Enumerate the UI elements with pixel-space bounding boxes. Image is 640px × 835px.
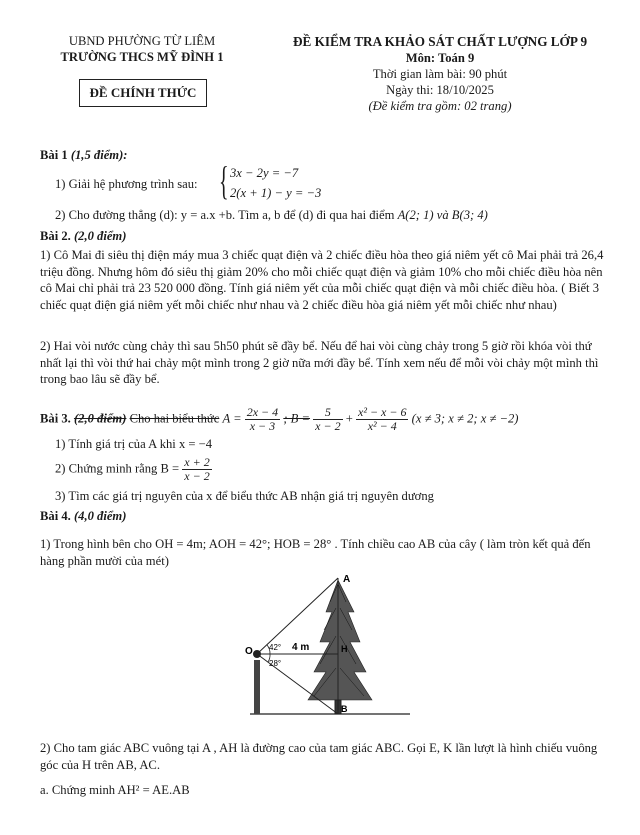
pages-note: (Đề kiểm tra gồm: 02 trang) [368, 99, 512, 113]
bai1-q2-text: 2) Cho đường thẳng (d): y = a.x +b. Tìm a, b để (d) đi qua hai điểm [55, 208, 395, 222]
bai2-heading [40, 229, 126, 244]
exam-date: Ngày thi: 18/10/2025 [386, 83, 494, 97]
bai2-paragraph-1: 1) Cô Mai đi siêu thị điện máy mua 3 chiếc quạt điện và 2 chiếc điều hòa theo giá niêm yết cô Mai phải trả 26,4 triệu đồng. Nhưng hôm đó siêu thị giảm 20% cho mỗi chiếc quạt điện và giảm 10% cho mỗi chiếc điều hòa nên cô Mai chỉ phải trả 23 520 000 đồng. Tính giá niêm yết của mỗi chiếc quạt điện và mỗi chiếc điều hòa. ( Biết 3 chiếc quạt điện giá niêm yết mỗi chiếc như nhau và 2 chiếc điều hòa giá niêm yết mỗi chiếc như nhau) [40, 248, 604, 312]
bai1-eq1: 3x − 2y = −7 [230, 166, 299, 180]
expr-b-fraction-1: $\frac{5}{x - 2}$ [315, 405, 341, 433]
distance-OH-label: 4 m [292, 642, 310, 653]
bai3-heading [40, 406, 519, 433]
angle-HOB-label: 28° [269, 659, 282, 668]
bai4-heading [40, 509, 126, 524]
bai4-title: Bài 4. [40, 509, 71, 523]
bai1-eq2: 2(x + 1) − y = −3 [230, 186, 322, 200]
expr-b-lhs: ; B = [283, 411, 311, 426]
tree-height-figure [240, 572, 415, 732]
subject: Môn: Toán 9 [405, 51, 475, 65]
angle-AOH-label: 42° [269, 643, 282, 652]
bai2-title: Bài 2. [40, 229, 71, 243]
official-exam-stamp: ĐỀ CHÍNH THỨC [79, 79, 207, 107]
bai3-q3: 3) Tìm các giá trị nguyên của x để biểu thức AB nhận giá trị nguyên dương [55, 489, 434, 503]
bai1-q1-text: 1) Giải hệ phương trình sau: [55, 177, 198, 191]
bai4-paragraph-2: 2) Cho tam giác ABC vuông tại A , AH là đường cao của tam giác ABC. Gọi E, K lần lượt là hình chiếu vuông góc của H trên AB, AC. [40, 741, 598, 772]
expr-b-plus: + [345, 411, 353, 426]
bai4-part-a: a. Chứng minh AH² = AE.AB [40, 783, 190, 797]
bai1-title: Bài 1 [40, 148, 68, 162]
bai4-paragraph-1: 1) Trong hình bên cho OH = 4m; AOH = 42°; HOB = 28° . Tính chiều cao AB của cây ( làm tròn kết quả đến hàng phần mười của mét) [40, 537, 591, 568]
exam-title: ĐỀ KIỂM TRA KHẢO SÁT CHẤT LƯỢNG LỚP 9 [292, 34, 588, 49]
bai3-q2-text: 2) Chứng minh rằng B = [55, 461, 180, 476]
bai4-points: (4,0 điểm) [73, 509, 127, 523]
school-name: TRƯỜNG THCS MỸ ĐÌNH 1 [60, 50, 224, 64]
expr-b-fraction-2: $\frac{\text{x² − x − 6}}{\text{x² − 4}}$ [358, 405, 407, 433]
authority-name: UBND PHƯỜNG TỪ LIÊM [68, 34, 216, 48]
bai2-points: (2,0 điểm) [73, 229, 127, 243]
observer-post [254, 660, 260, 714]
expr-a-fraction: $\frac{2x - 4}{x - 3}$ [246, 405, 279, 433]
label-A: A [343, 574, 351, 585]
bai1-points: (1,5 điểm): [70, 148, 128, 162]
domain-condition: (x ≠ 3; x ≠ 2; x ≠ −2) [411, 411, 519, 426]
bai1-heading [40, 148, 127, 163]
bai3-q2 [55, 456, 212, 483]
system-brace: { [219, 158, 229, 203]
label-H: H [341, 644, 348, 654]
expr-a-lhs: A = [222, 411, 242, 426]
bai3-q1: 1) Tính giá trị của A khi x = −4 [55, 437, 213, 451]
bai3-intro: Cho hai biểu thức [129, 411, 220, 426]
bai1-q2-points: A(2; 1) và B(3; 4) [397, 208, 488, 222]
bai3-q2-fraction: $\frac{x + 2}{x - 2}$ [184, 455, 210, 483]
label-O: O [245, 646, 253, 657]
bai3-title: Bài 3. [40, 411, 71, 426]
bai3-points: (2,0 điểm) [73, 411, 127, 426]
bai1-q2 [55, 208, 488, 223]
bai2-paragraph-2: 2) Hai vòi nước cùng chảy thì sau 5h50 phút sẽ đầy bể. Nếu để hai vòi cùng chảy trong 5 giờ rồi khóa vòi thứ nhất lại thì vòi thứ hai chảy một mình trong 2 giờ nữa mới đầy bể. Tính xem nếu để mỗi vòi chảy một mình thì trong bao lâu sẽ đầy bể. [40, 339, 599, 387]
duration: Thời gian làm bài: 90 phút [372, 67, 508, 81]
label-B: B [341, 704, 348, 714]
tree-drawing [308, 580, 372, 714]
